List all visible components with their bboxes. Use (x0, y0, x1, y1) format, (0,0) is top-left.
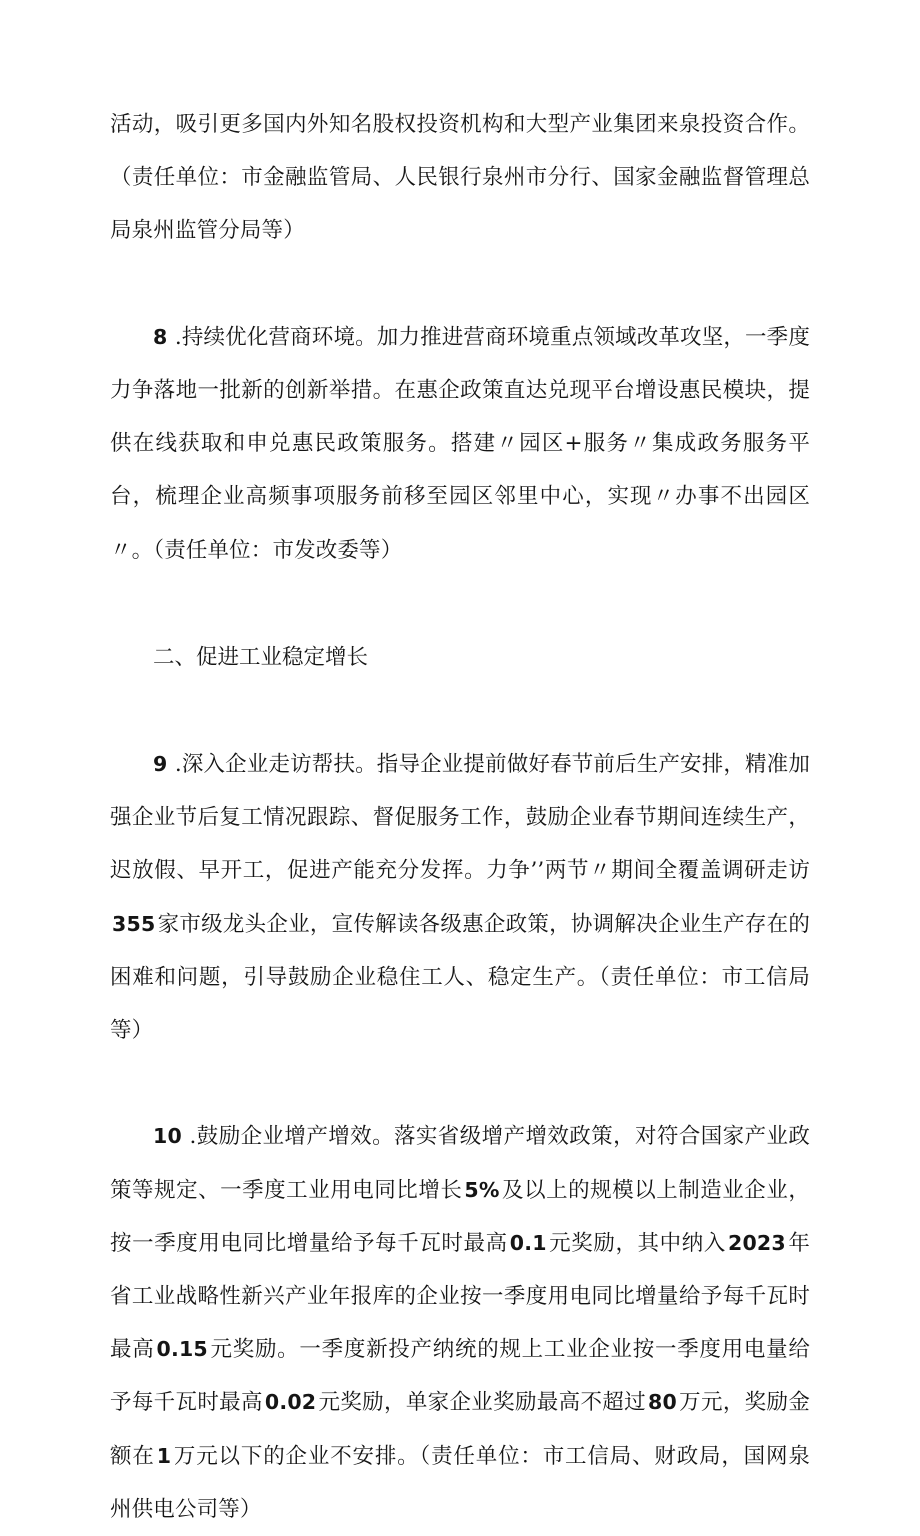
figure-subsidy-new-capacity: 0.02 (264, 1390, 317, 1415)
quote-open-mark: 〃 (496, 431, 520, 457)
document-text-column (110, 0, 810, 1536)
figure-power-growth-threshold: 5% (464, 1177, 500, 1202)
paragraph-10-text-part-2: 及以上的规模以上制造业企业，按一季度用电同比增量给予每千瓦时最高 (110, 1177, 811, 1256)
paragraph-9-number: 9 (153, 752, 168, 777)
paragraph-10 (110, 1110, 810, 1536)
quote-open-mark: ’’ (530, 858, 545, 884)
quote-close-mark: 〃 (629, 431, 652, 457)
quote-close-mark: 〃 (589, 858, 612, 884)
quoted-term-liangjie: 两节 (544, 858, 590, 884)
paragraph-9-text-part-2: 期间全覆盖调研走访 (611, 858, 810, 884)
section-spacer (110, 684, 810, 738)
paragraph-10-text-part-6: 元奖励，单家企业奖励最高不超过 (318, 1390, 646, 1416)
figure-subsidy-strategic: 0.15 (156, 1337, 208, 1362)
paragraph-8-text-part-2: 集成政务服务平台，梳理企业高频事项服务前移至园区邻里中心，实现 (110, 431, 810, 510)
paragraph-spacer (110, 258, 810, 311)
paragraph-10-text-part-7: 万元，奖励金额在 (110, 1390, 810, 1469)
paragraph-10-text-part-4: 年省工业战略性新兴产业年报库的企业按一季度用电同比增量给予每千瓦时最高 (110, 1230, 811, 1363)
paragraph-9-text-part-3: 家市级龙头企业，宣传解读各级惠企政策，协调解决企业生产存在的困难和问题，引导鼓励企业稳住工人、稳定生产。（责任单位：市工信局等） (110, 911, 810, 1044)
section-heading-2: 二、促进工业稳定增长 (153, 644, 369, 670)
paragraph-8-text-part-1: .持续优化营商环境。加力推进营商环境重点领域改革攻坚，一季度力争落地一批新的创新举措。在惠企政策直达兑现平台增设惠民模块，提供在线获取和申兑惠民政策服务。搭建 (110, 324, 810, 457)
paragraph-8 (110, 311, 810, 577)
paragraph-8-text-part-3: 。（责任单位：市发改委等） (131, 537, 403, 563)
paragraph-7-text: 活动，吸引更多国内外知名股权投资机构和大型产业集团来泉投资合作。（责任单位：市金融监管局、人民银行泉州市分行、国家金融监督管理总局泉州监管分局等） (110, 112, 810, 244)
figure-subsidy-standard: 0.1 (509, 1230, 547, 1255)
section-spacer (110, 577, 810, 631)
paragraph-10-text-part-8: 万元以下的企业不安排。（责任单位：市工信局、财政局，国网泉州供电公司等） (110, 1443, 810, 1522)
paragraph-7-continuation (110, 98, 810, 258)
paragraph-10-text-part-3: 元奖励，其中纳入 (548, 1230, 726, 1256)
quote-close-mark: 〃 (110, 537, 132, 563)
figure-strategic-industry-year: 2023 (728, 1230, 786, 1255)
paragraph-10-number: 10 (153, 1124, 182, 1149)
paragraph-9 (110, 738, 810, 1057)
quoted-term-yuanqu-fuwu: 园区+服务 (519, 431, 630, 457)
paragraph-10-text-part-5: 元奖励。一季度新投产纳统的规上工业企业按一季度用电量给予每千瓦时最高 (110, 1337, 810, 1416)
paragraph-10-text-part-1: .鼓励企业增产增效。落实省级增产增效政策，对符合国家产业政策等规定、一季度工业用电同比增长 (110, 1124, 811, 1203)
figure-max-award: 80 (648, 1390, 677, 1415)
quote-open-mark: 〃 (652, 484, 676, 510)
figure-enterprises-visited: 355 (112, 911, 156, 936)
paragraph-8-number: 8 (153, 324, 168, 349)
figure-min-award-threshold: 1 (156, 1443, 172, 1468)
quoted-term-banshi-buchu-yuanqu: 办事不出园区 (675, 484, 811, 510)
paragraph-spacer (110, 1057, 810, 1110)
paragraph-9-text-part-1: .深入企业走访帮扶。指导企业提前做好春节前后生产安排，精准加强企业节后复工情况跟踪、督促服务工作，鼓励企业春节期间连续生产，迟放假、早开工，促进产能充分发挥。力争 (110, 752, 810, 884)
